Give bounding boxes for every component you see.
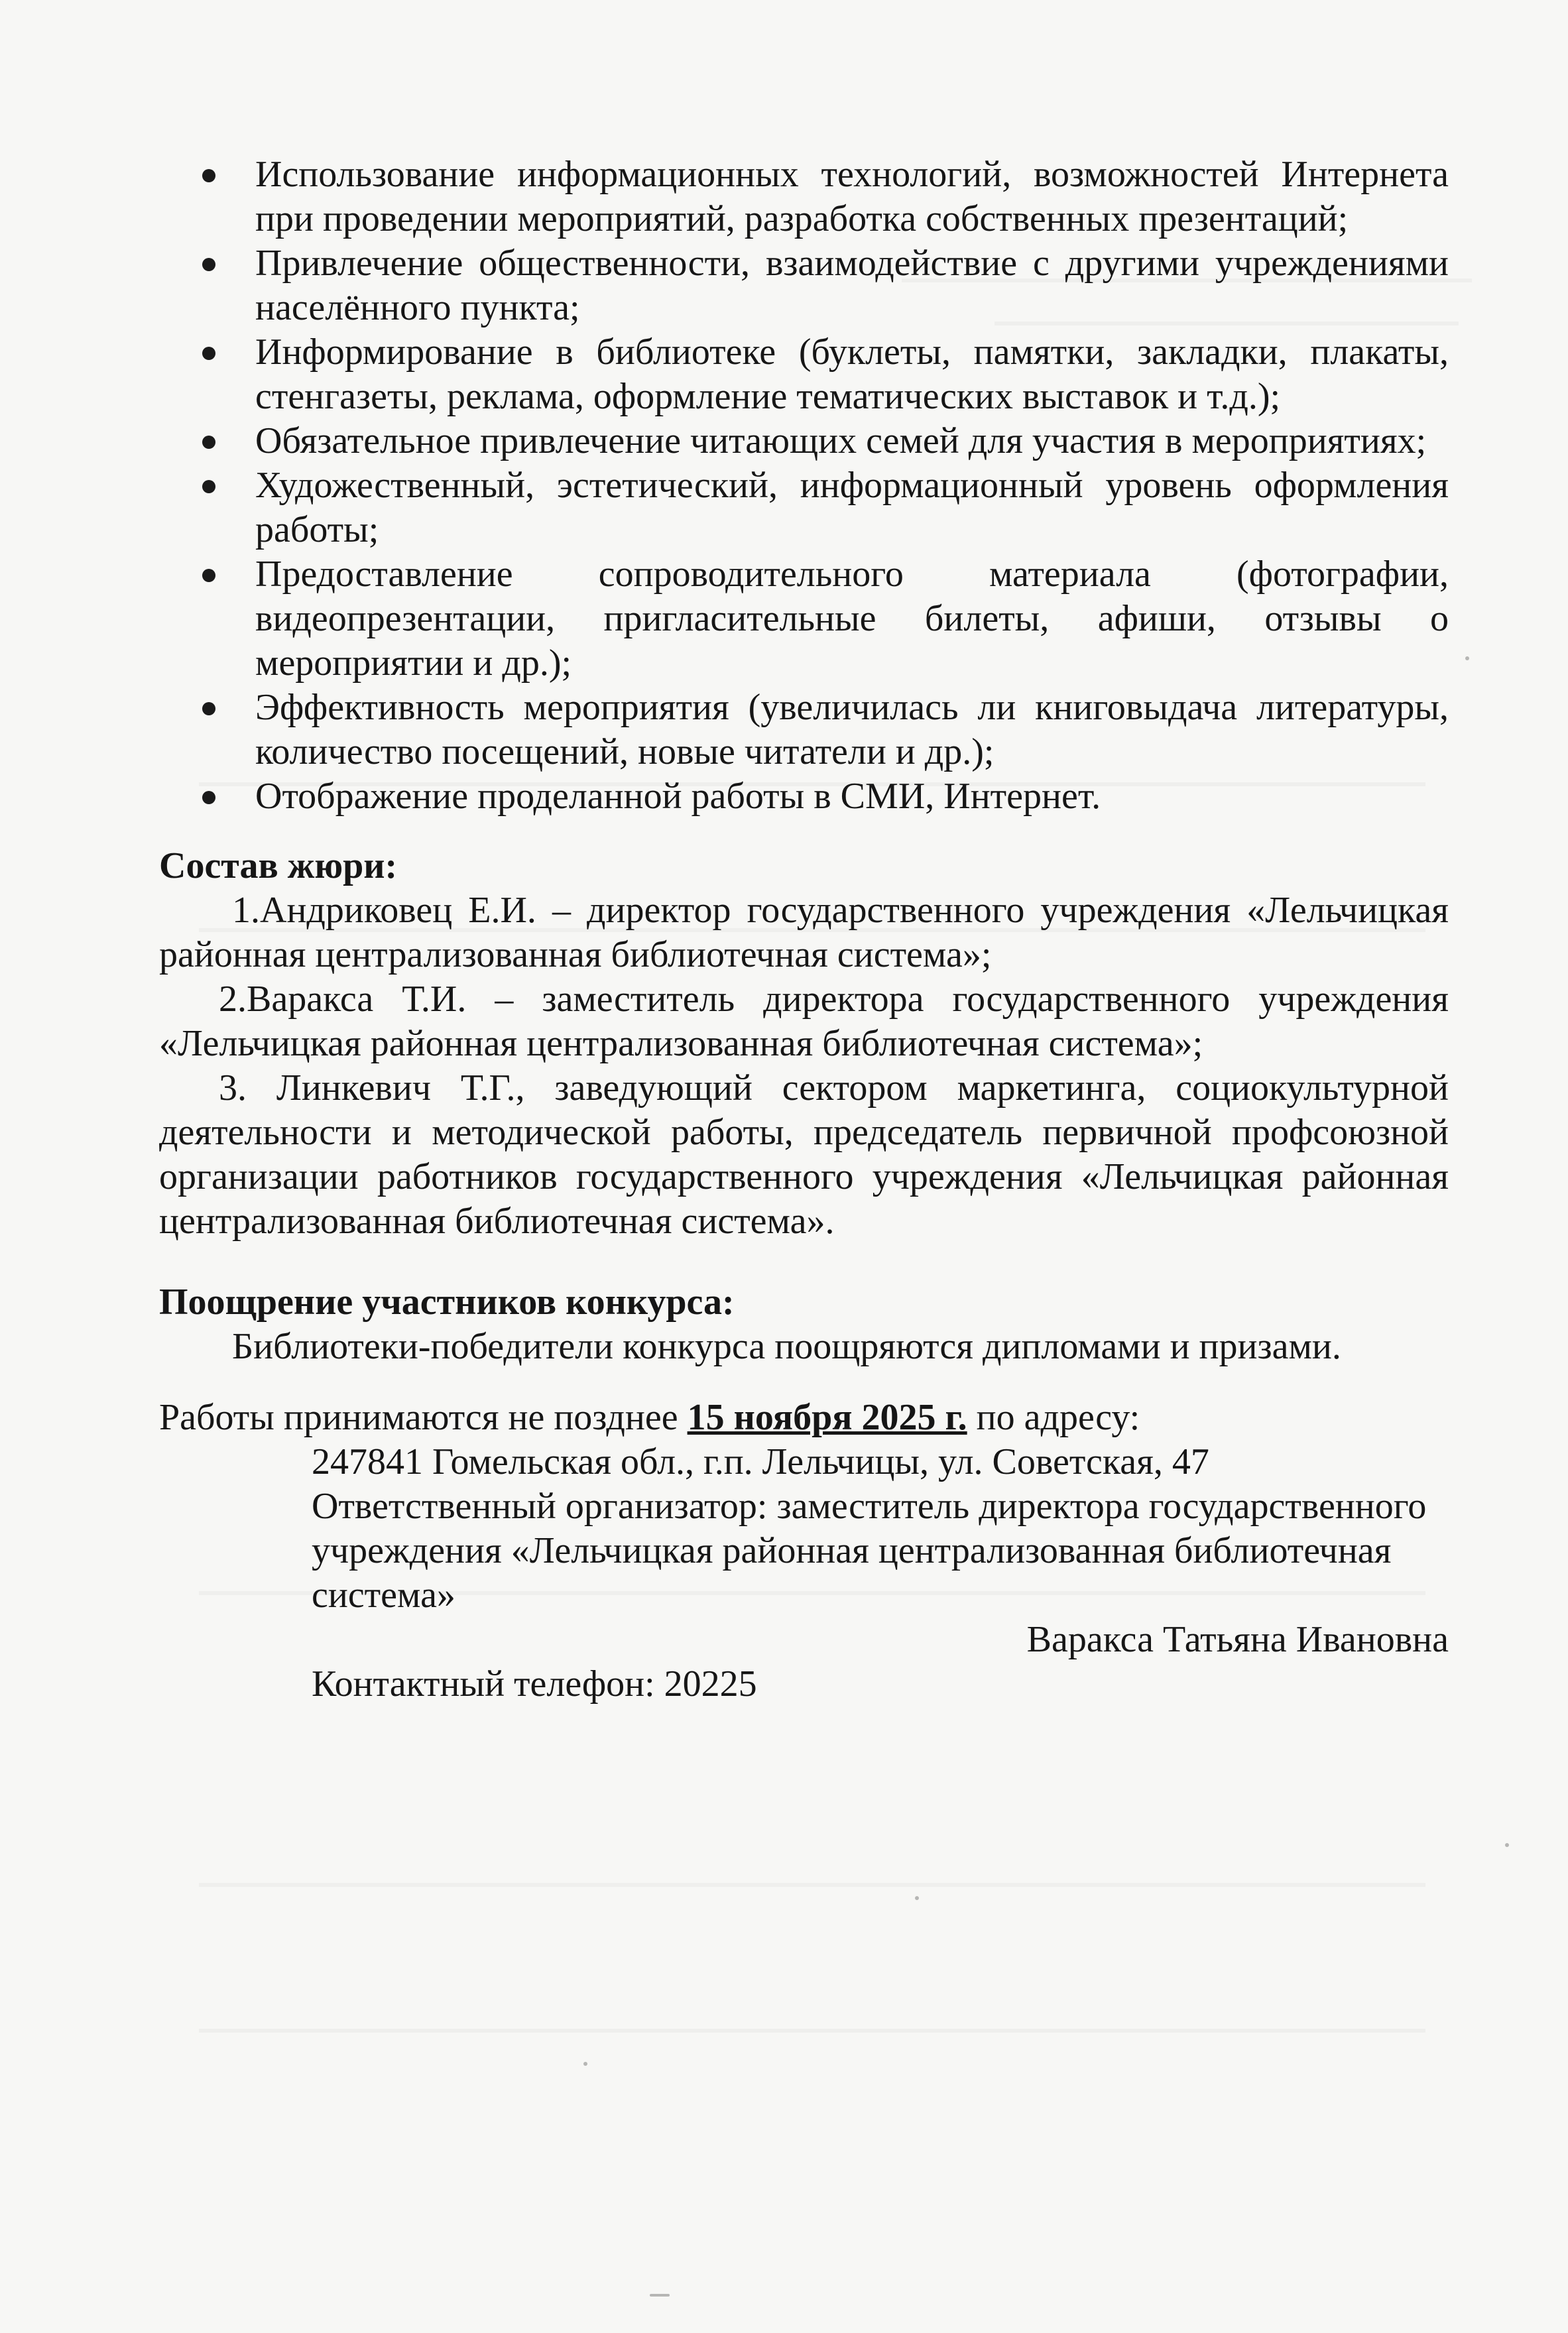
list-item: Привлечение общественности, взаимодействие с другими учреждениями населённого пункта; bbox=[255, 241, 1449, 330]
bullet-icon bbox=[202, 169, 215, 182]
bleed-through-line bbox=[199, 2029, 1425, 2033]
submission-prefix: Работы принимаются не позднее bbox=[159, 1397, 688, 1438]
bullet-icon bbox=[202, 480, 215, 493]
scan-speck bbox=[915, 1896, 919, 1900]
scan-speck bbox=[583, 2062, 587, 2066]
bullet-icon bbox=[202, 702, 215, 715]
list-item: Художественный, эстетический, информационный уровень оформления работы; bbox=[255, 463, 1449, 552]
bullet-icon bbox=[202, 569, 215, 582]
address: 247841 Гомельская обл., г.п. Лельчицы, ул. Советская, 47 bbox=[312, 1441, 1209, 1482]
list-item: Отображение проделанной работы в СМИ, Интернет. bbox=[255, 774, 1449, 819]
list-item: Предоставление сопроводительного материала (фотографии, видеопрезентации, пригласительные билеты, афиши, отзывы о мероприятии и др.); bbox=[255, 552, 1449, 686]
list-item: Эффективность мероприятия (увеличилась ли книговыдача литературы, количество посещений, новые читатели и др.); bbox=[255, 686, 1449, 774]
bullet-icon bbox=[202, 436, 215, 449]
scan-speck bbox=[1465, 656, 1469, 660]
jury-member: 2.Варакса Т.И. – заместитель директора государственного учреждения «Лельчицкая районная централизованная библиотечная система»; bbox=[159, 979, 1449, 1064]
submission-suffix: по адресу: bbox=[967, 1397, 1140, 1438]
bullet-icon bbox=[202, 258, 215, 271]
scan-speck bbox=[1505, 1843, 1509, 1847]
jury-member: 3. Линкевич Т.Г., заведующий сектором маркетинга, социокультурной деятельности и методической работы, председатель первичной профсоюзной организации работников государственного учреждения «Лельчицкая районная централизованная библиотечная система». bbox=[159, 1067, 1449, 1242]
bullet-icon bbox=[202, 347, 215, 360]
bullet-icon bbox=[202, 791, 215, 804]
jury-member: 1.Андриковец Е.И. – директор государственного учреждения «Лельчицкая районная централизованная библиотечная система»; bbox=[159, 890, 1449, 975]
submission-line bbox=[159, 1396, 1449, 1440]
rewards-text: Библиотеки-победители конкурса поощряются дипломами и призами. bbox=[232, 1326, 1341, 1367]
organizer-info: Ответственный организатор: заместитель директора государственного учреждения «Лельчицкая районная централизованная библиотечная система» bbox=[312, 1486, 1427, 1616]
contact-phone: Контактный телефон: 20225 bbox=[312, 1663, 757, 1705]
rewards-heading: Поощрение участников конкурса: bbox=[159, 1282, 735, 1323]
bleed-through-line bbox=[199, 1883, 1425, 1887]
criteria-list bbox=[159, 152, 1449, 819]
list-item: Информирование в библиотеке (буклеты, памятки, закладки, плакаты, стенгазеты, реклама, оформление тематических выставок и т.д.); bbox=[255, 330, 1449, 419]
jury-heading: Состав жюри: bbox=[159, 845, 398, 886]
scan-speck bbox=[650, 2294, 670, 2297]
organizer-name: Варакса Татьяна Ивановна bbox=[1026, 1619, 1449, 1660]
document-body bbox=[159, 152, 1449, 1706]
list-item: Использование информационных технологий, возможностей Интернета при проведении мероприятий, разработка собственных презентаций; bbox=[255, 152, 1449, 241]
deadline-date: 15 ноября 2025 г. bbox=[687, 1397, 967, 1438]
list-item: Обязательное привлечение читающих семей для участия в мероприятиях; bbox=[255, 419, 1449, 463]
